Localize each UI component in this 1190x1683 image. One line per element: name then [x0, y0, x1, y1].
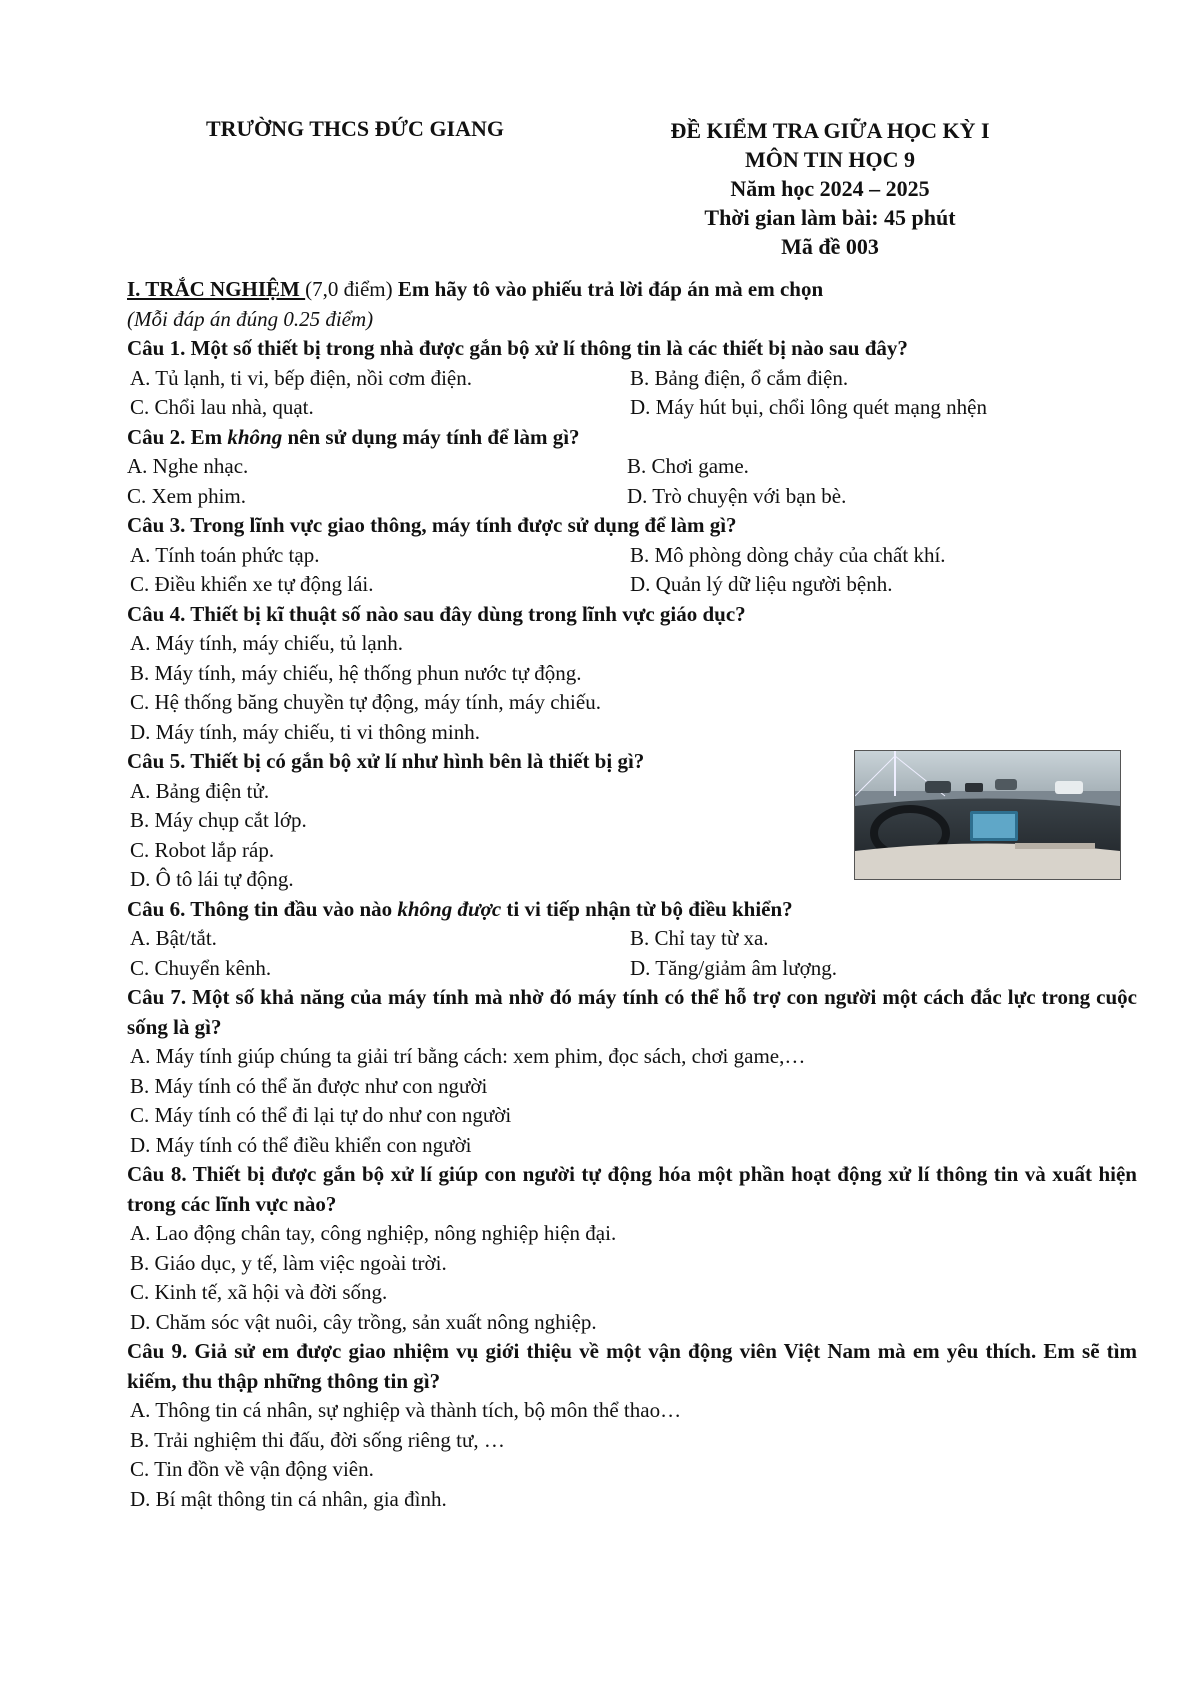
q6-option-b: B. Chỉ tay từ xa. [630, 926, 769, 950]
q6-emphasis: không được [397, 896, 502, 921]
question-6 [127, 895, 1137, 925]
q9-option-d: D. Bí mật thông tin cá nhân, gia đình. [130, 1486, 447, 1511]
exam-duration: Thời gian làm bài: 45 phút [704, 205, 956, 230]
q2-option-a: A. Nghe nhạc. [127, 454, 249, 478]
question-2 [127, 423, 1137, 453]
q9-option-a: A. Thông tin cá nhân, sự nghiệp và thành tích, bộ môn thể thao… [130, 1398, 682, 1422]
section-instruction: Em hãy tô vào phiếu trả lời đáp án mà em chọn [397, 277, 824, 301]
question-3-options-row-1 [127, 541, 1137, 571]
q6-option-d: D. Tăng/giảm âm lượng. [630, 955, 837, 980]
school-year: Năm học 2024 – 2025 [730, 176, 930, 201]
q8-option-c: C. Kinh tế, xã hội và đời sống. [130, 1280, 388, 1304]
q9-option-b: B. Trải nghiệm thi đấu, đời sống riêng tư, … [130, 1427, 505, 1452]
q6-prefix: Câu 6. Thông tin đầu vào nào [127, 896, 398, 921]
question-6-options-row-1 [127, 924, 1137, 954]
q3-option-d: D. Quản lý dữ liệu người bệnh. [630, 572, 893, 596]
q2-option-b: B. Chơi game. [627, 454, 749, 478]
q5-option-b: B. Máy chụp cắt lớp. [130, 808, 307, 832]
q4-option-c: C. Hệ thống băng chuyền tự động, máy tính, máy chiếu. [130, 690, 601, 714]
question-1-options-row-1 [127, 364, 1137, 394]
question-9: Câu 9. Giả sử em được giao nhiệm vụ giới thiệu về một vận động viên Việt Nam mà em yêu thích. Em sẽ tìm kiếm, thu thập những thông tin gì? [127, 1339, 1137, 1393]
q8-option-b: B. Giáo dục, y tế, làm việc ngoài trời. [130, 1250, 447, 1275]
q1-option-c: C. Chổi lau nhà, quạt. [130, 395, 314, 419]
question-2-options-row-2 [127, 482, 1137, 512]
q5-option-c: C. Robot lắp ráp. [130, 837, 275, 862]
q1-option-d: D. Máy hút bụi, chổi lông quét mạng nhện [630, 395, 987, 419]
question-5: Câu 5. Thiết bị có gắn bộ xử lí như hình bên là thiết bị gì? [127, 749, 645, 773]
q6-option-c: C. Chuyển kênh. [130, 955, 272, 980]
self-driving-car-image [854, 750, 1121, 880]
question-8: Câu 8. Thiết bị được gắn bộ xử lí giúp con người tự động hóa một phần hoạt động xử lí thông tin và xuất hiện trong các lĩnh vực nào? [127, 1162, 1137, 1216]
exam-code: Mã đề 003 [781, 234, 879, 259]
q7-option-b: B. Máy tính có thể ăn được như con người [130, 1073, 488, 1098]
q5-option-a: A. Bảng điện tử. [130, 778, 270, 803]
q9-option-c: C. Tin đồn về vận động viên. [130, 1457, 374, 1481]
q6-option-a: A. Bật/tắt. [130, 926, 217, 950]
q3-option-c: C. Điều khiển xe tự động lái. [130, 572, 374, 596]
q3-option-b: B. Mô phòng dòng chảy của chất khí. [630, 542, 946, 567]
q2-prefix: Câu 2. Em [127, 424, 228, 449]
question-1: Câu 1. Một số thiết bị trong nhà được gắn bộ xử lí thông tin là các thiết bị nào sau đây? [127, 336, 908, 360]
q7-option-c: C. Máy tính có thể đi lại tự do như con người [130, 1103, 512, 1127]
q7-option-a: A. Máy tính giúp chúng ta giải trí bằng cách: xem phim, đọc sách, chơi game,… [130, 1044, 806, 1068]
q6-suffix: ti vi tiếp nhận từ bộ điều khiển? [501, 896, 793, 921]
q8-option-a: A. Lao động chân tay, công nghiệp, nông nghiệp hiện đại. [130, 1221, 617, 1245]
q7-option-d: D. Máy tính có thể điều khiển con người [130, 1132, 472, 1157]
q8-option-d: D. Chăm sóc vật nuôi, cây trồng, sản xuất nông nghiệp. [130, 1309, 597, 1334]
question-6-options-row-2 [127, 954, 1137, 984]
exam-subject: MÔN TIN HỌC 9 [744, 147, 916, 172]
q2-option-d: D. Trò chuyện với bạn bè. [627, 483, 847, 508]
q4-option-d: D. Máy tính, máy chiếu, ti vi thông minh. [130, 719, 480, 744]
school-name: TRƯỜNG THCS ĐỨC GIANG [205, 116, 505, 141]
q4-option-b: B. Máy tính, máy chiếu, hệ thống phun nước tự động. [130, 660, 582, 685]
q5-option-d: D. Ô tô lái tự động. [130, 867, 294, 891]
section-heading [127, 275, 1137, 305]
q3-option-a: A. Tính toán phức tạp. [130, 542, 320, 567]
question-2-options-row-1 [127, 452, 1137, 482]
exam-content [127, 275, 1137, 1514]
exam-header [600, 116, 1060, 261]
q4-option-a: A. Máy tính, máy chiếu, tủ lạnh. [130, 631, 403, 655]
q1-option-b: B. Bảng điện, ổ cắm điện. [630, 365, 849, 390]
question-4: Câu 4. Thiết bị kĩ thuật số nào sau đây dùng trong lĩnh vực giáo dục? [127, 601, 746, 626]
q2-emphasis: không [227, 424, 283, 449]
q2-suffix: nên sử dụng máy tính để làm gì? [282, 424, 580, 449]
question-3-options-row-2 [127, 570, 1137, 600]
question-3: Câu 3. Trong lĩnh vực giao thông, máy tính được sử dụng để làm gì? [127, 513, 737, 537]
section-title: I. TRẮC NGHIỆM [127, 277, 306, 301]
q1-option-a: A. Tủ lạnh, ti vi, bếp điện, nồi cơm điện. [130, 365, 472, 390]
question-1-options-row-2 [127, 393, 1137, 423]
q2-option-c: C. Xem phim. [127, 483, 246, 508]
car-interior-picture [855, 751, 1120, 879]
question-7: Câu 7. Một số khả năng của máy tính mà nhờ đó máy tính có thể hỗ trợ con người một cách đắc lực trong cuộc sống là gì? [127, 985, 1137, 1039]
section-points: (7,0 điểm) [305, 277, 398, 301]
scoring-note: (Mỗi đáp án đúng 0.25 điểm) [127, 306, 374, 331]
question-5-block [127, 747, 1137, 895]
exam-title: ĐỀ KIỂM TRA GIỮA HỌC KỲ I [670, 118, 990, 143]
